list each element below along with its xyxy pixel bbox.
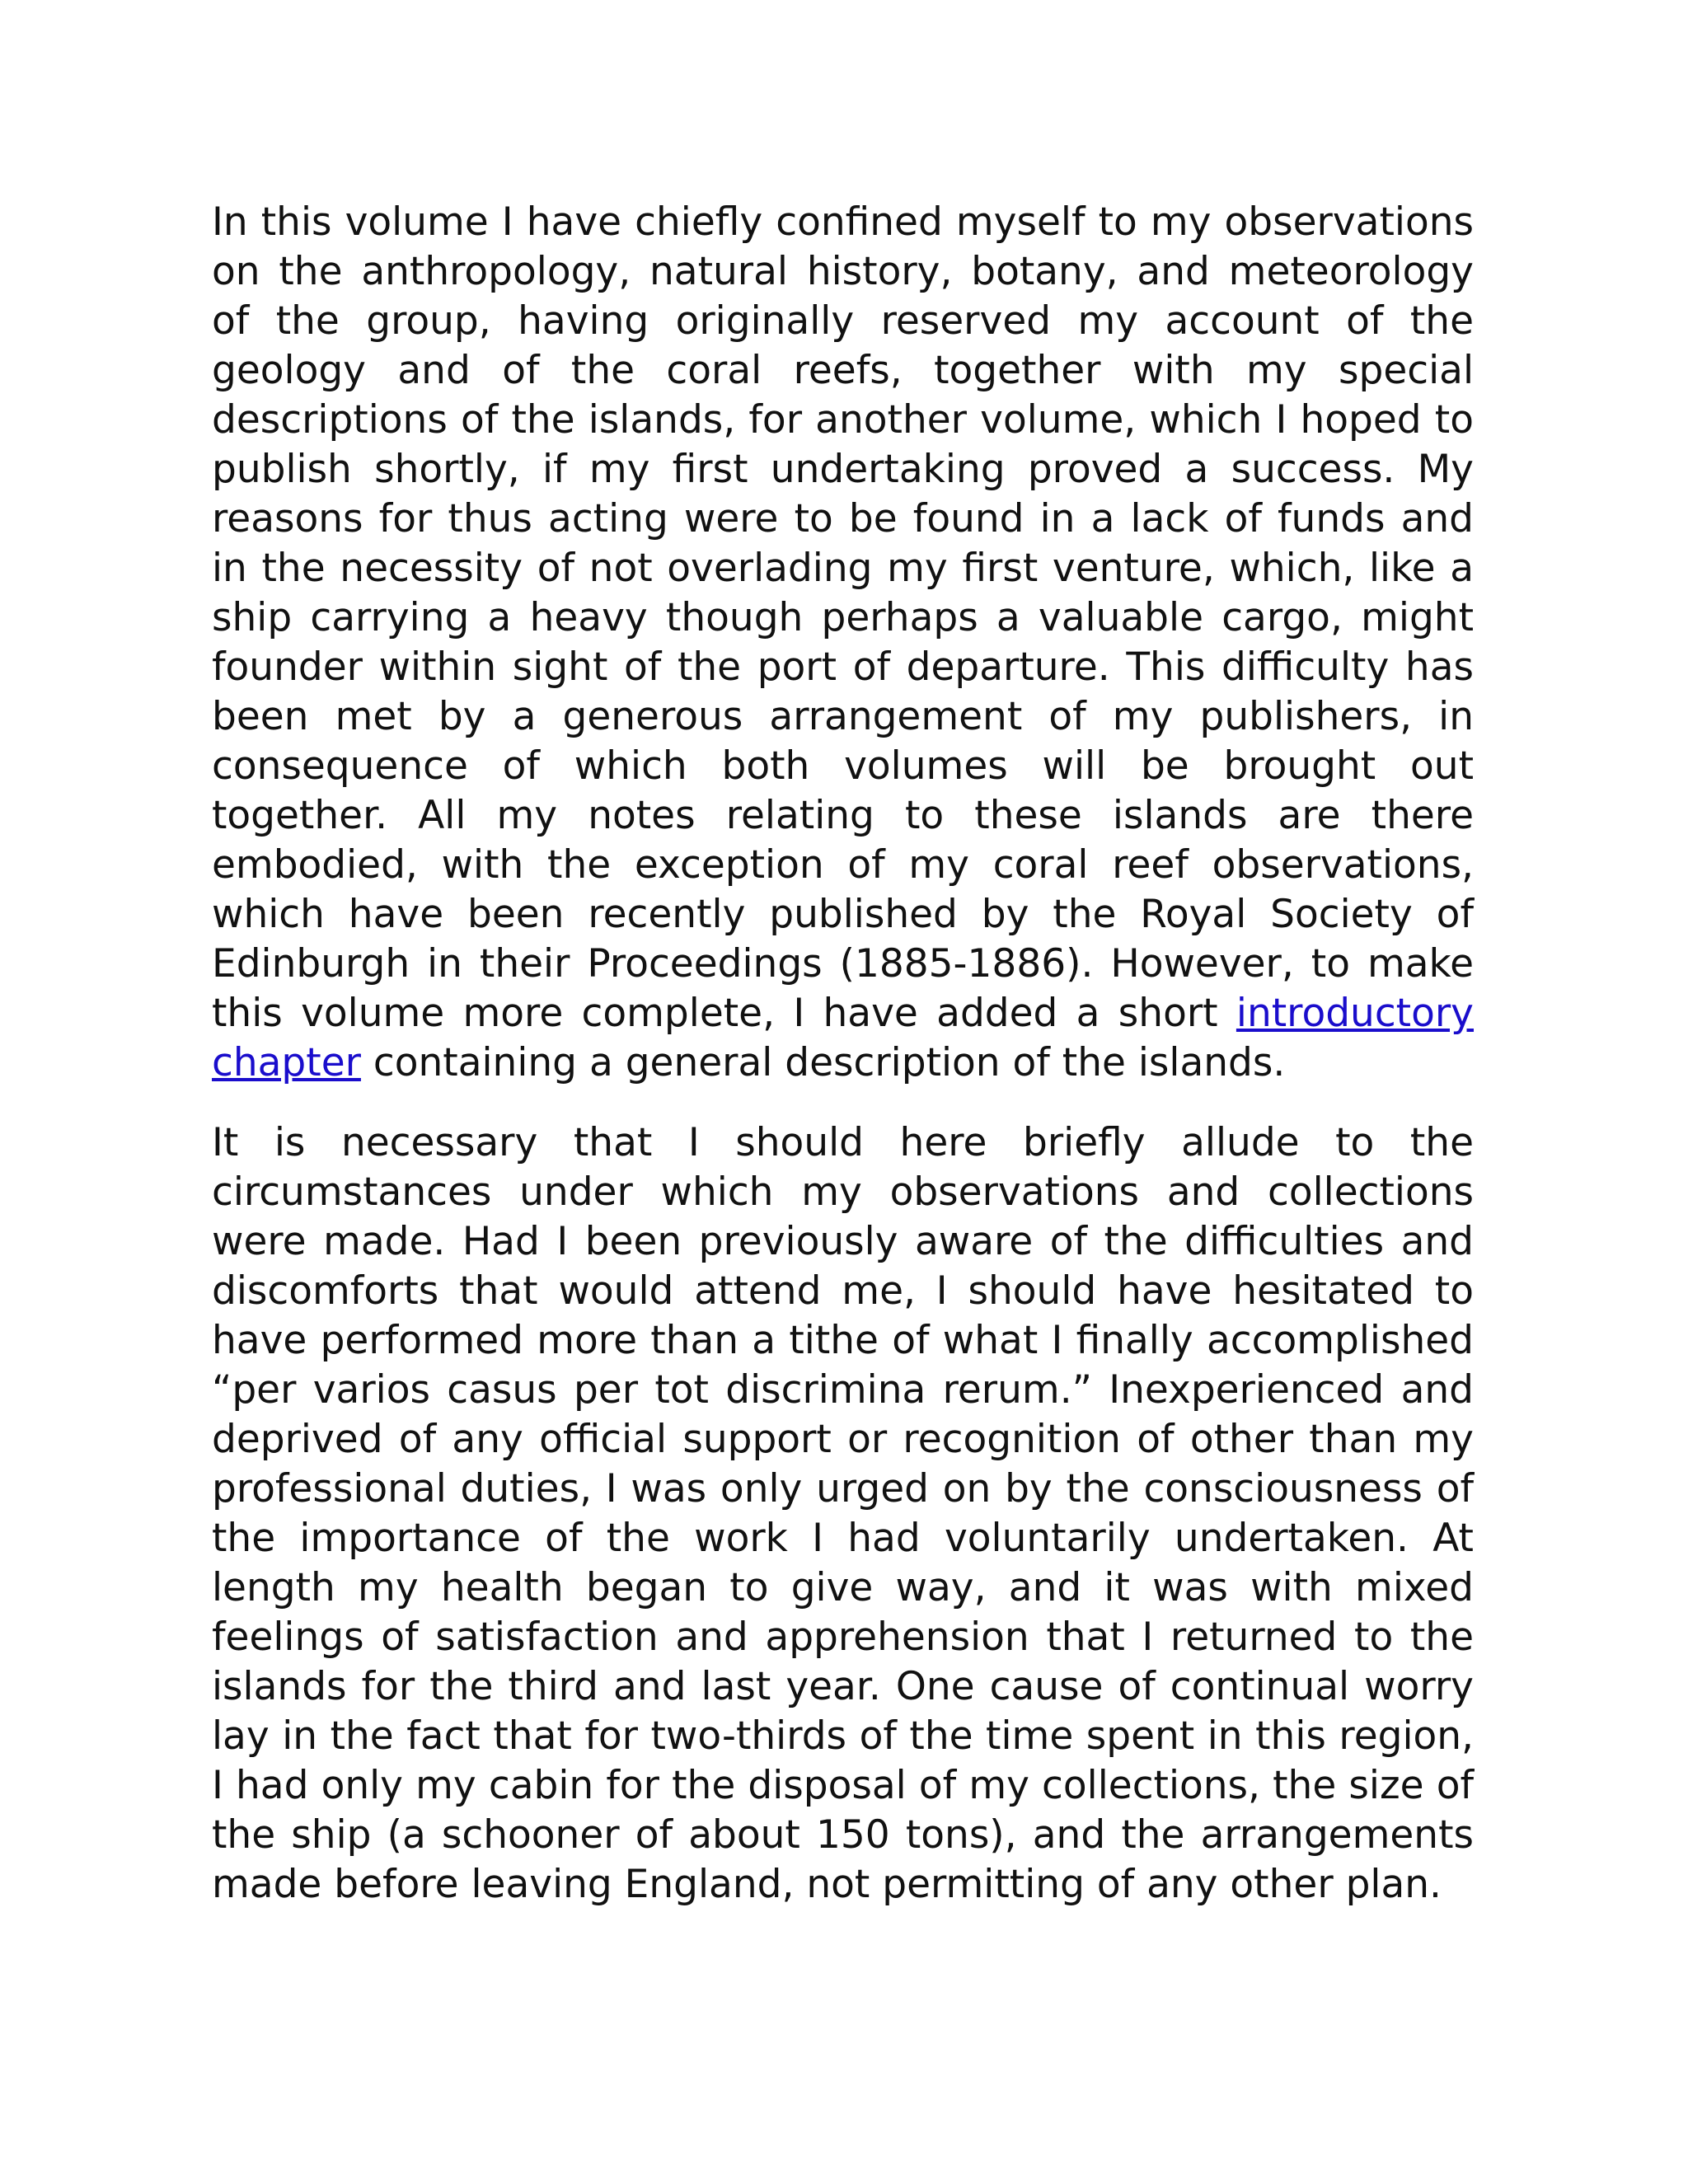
paragraph-1 bbox=[212, 198, 1474, 1088]
paragraph-1-text-before-link: In this volume I have chiefly confined myself to my observations on the anthropology, natural history, botany, and meteorology of the group, having originally reserved my account of the geology and of the coral reefs, together with my special descriptions of the islands, for another volume, which I hoped to publish shortly, if my first undertaking proved a success. My reasons for thus acting were to be found in a lack of funds and in the necessity of not overlading my first venture, which, like a ship carrying a heavy though perhaps a valuable cargo, might founder within sight of the port of departure. This difficulty has been met by a generous arrangement of my publishers, in consequence of which both volumes will be brought out together. All my notes relating to these islands are there embodied, with the exception of my coral reef observations, which have been recently published by the Royal Society of Edinburgh in their Proceedings (1885-1886). However, to make this volume more complete, I have added a short bbox=[212, 199, 1474, 1036]
document-body bbox=[212, 198, 1474, 1940]
paragraph-2: It is necessary that I should here briefly allude to the circumstances under which my observations and collections were made. Had I been previously aware of the difficulties and discomforts that would attend me, I should have hesitated to have performed more than a tithe of what I finally accomplished “per varios casus per tot discrimina rerum.” Inexperienced and deprived of any official support or recognition of other than my professional duties, I was only urged on by the consciousness of the importance of the work I had voluntarily undertaken. At length my health began to give way, and it was with mixed feelings of satisfaction and apprehension that I returned to the islands for the third and last year. One cause of continual worry lay in the fact that for two-thirds of the time spent in this region, I had only my cabin for the disposal of my collections, the size of the ship (a schooner of about 150 tons), and the arrangements made before leaving England, not permitting of any other plan. bbox=[212, 1120, 1474, 1907]
paragraph-1-text-after-link: containing a general description of the islands. bbox=[360, 1040, 1286, 1085]
introductory-chapter-link[interactable]: introductory chapter bbox=[212, 991, 1474, 1085]
